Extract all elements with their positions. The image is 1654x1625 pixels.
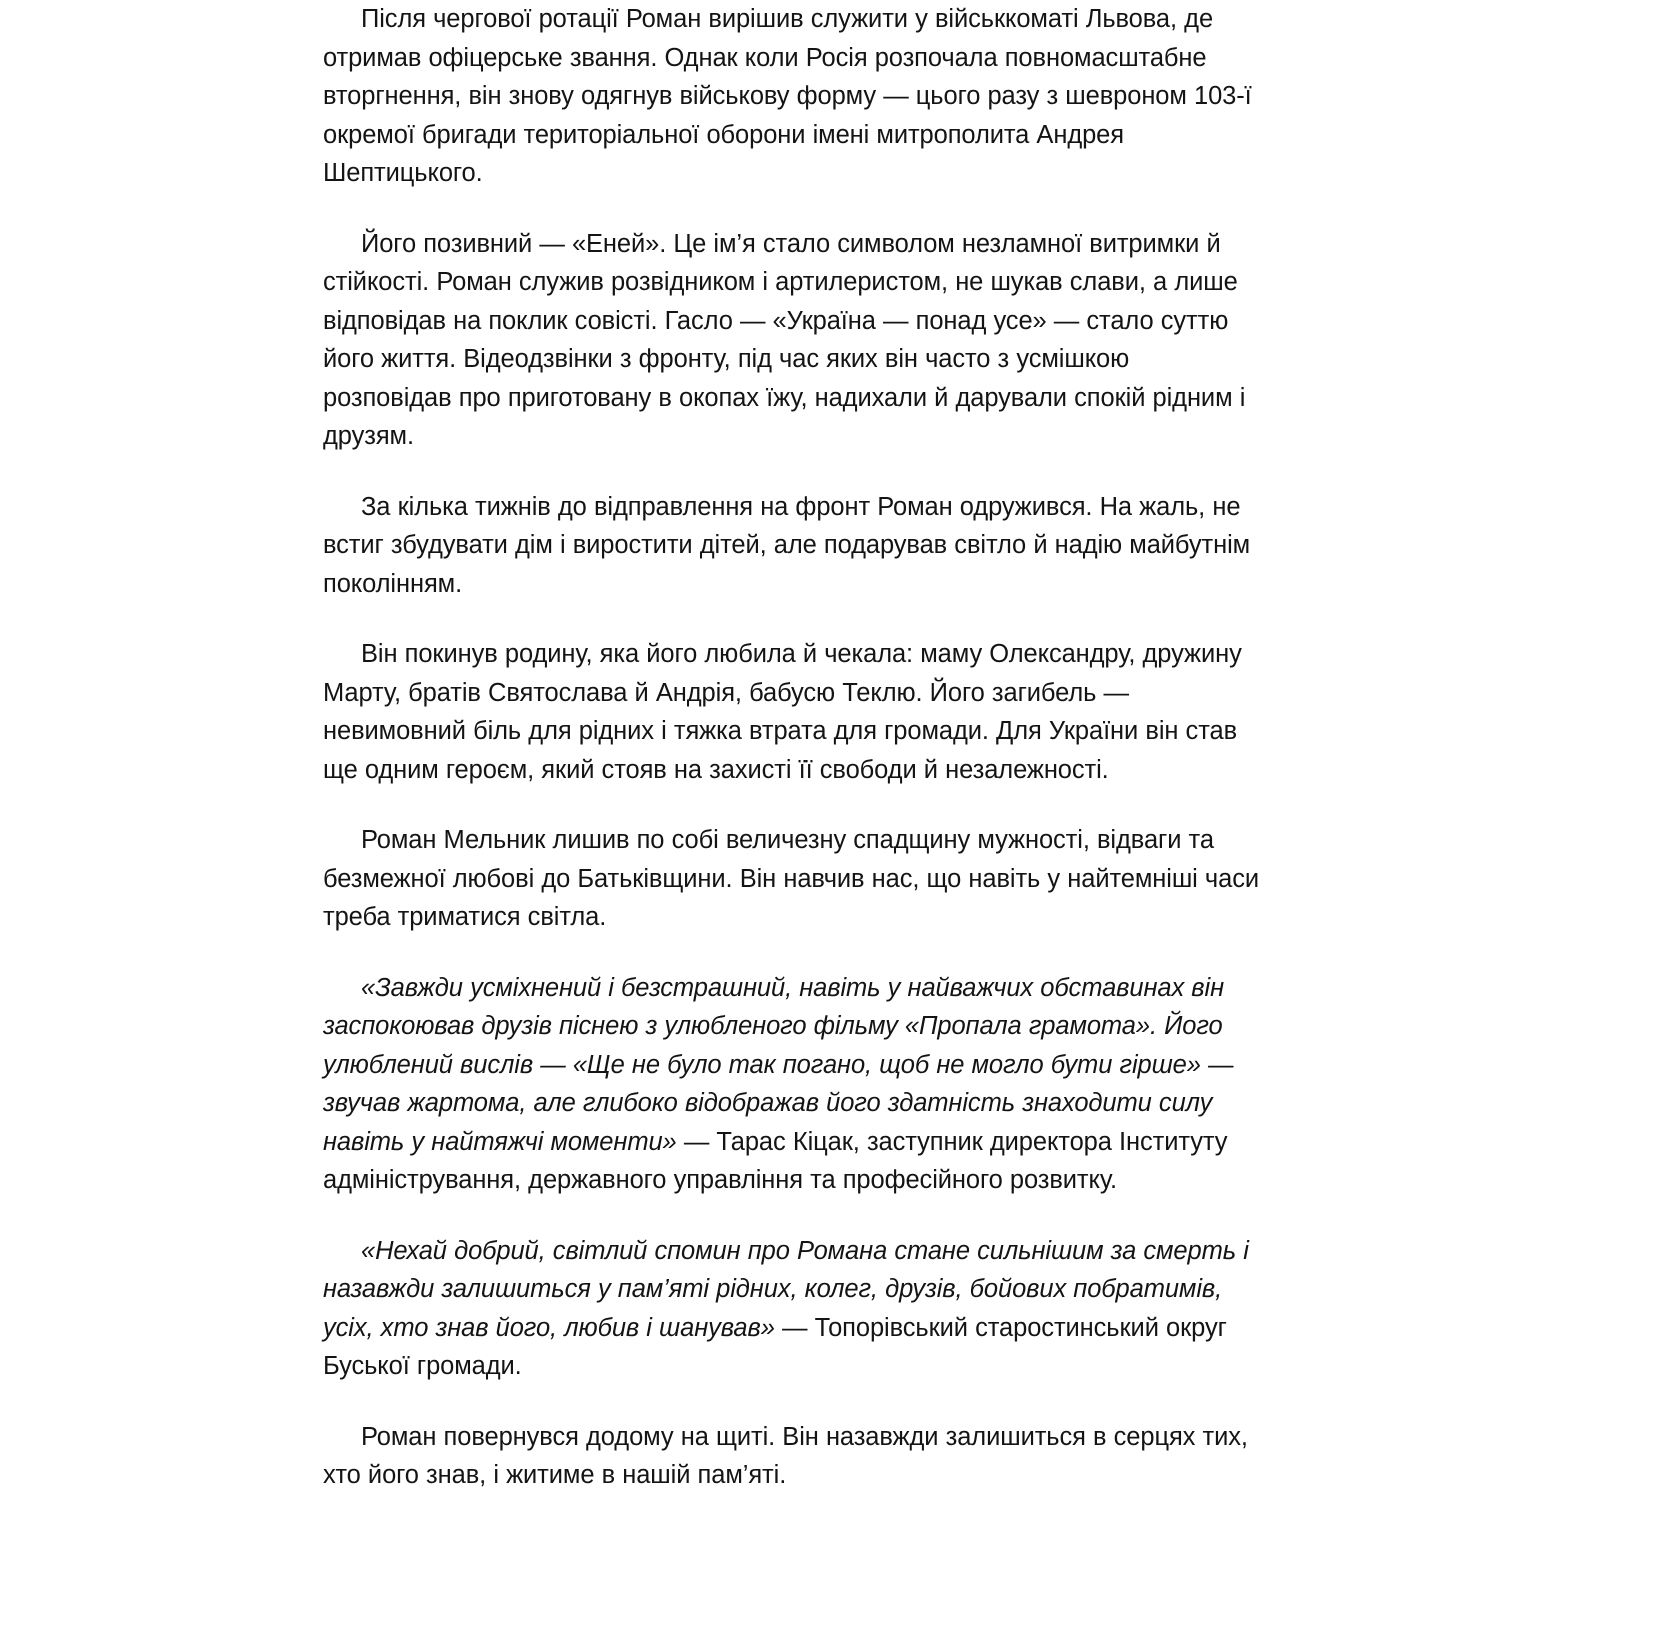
paragraph-4: Він покинув родину, яка його любила й чекала: маму Олександру, дружину Марту, братів Святослава й Андрія, бабусю Теклю. Його загибель — невимовний біль для рідних і тяжка втрата для громади. Для України він став ще одним героєм, який стояв на захисті її свободи й незалежності.	[323, 640, 1242, 784]
paragraph-1: Після чергової ротації Роман вирішив служити у військкоматі Львова, де отримав офіцерське звання. Однак коли Росія розпочала повномасштабне вторгнення, він знову одягнув військову форму — цього разу з шевроном 103-ї окремої бригади територіальної оборони імені митрополита Андрея Шептицького.	[323, 5, 1252, 187]
pull-quote-2-text: «Нехай добрий, світлий спомин про Романа стане сильнішим за смерть і назавжди залишиться у пам’яті рідних, колег, друзів, бойових побратимів, усіх, хто знав його, любив і шанував»	[323, 1236, 1249, 1342]
pull-quote-2-attribution: — Топорівський старостинський округ Буської громади.	[323, 1313, 1227, 1380]
pull-quote-1-text: «Завжди усміхнений і безстрашний, навіть у найважчих обставинах він заспокоював друзів піснею з улюбленого фільму «Пропала грамота». Його улюблений вислів — «Ще не було так погано, щоб не могло бути гірше» — звучав жартома, але глибоко відображав його здатність знаходити силу навіть у найтяжчі моменти»	[323, 973, 1234, 1156]
pull-quote-1-attribution: — Тарас Кіцак, заступник директора Інституту адміністрування, державного управління та професійного розвитку.	[323, 1127, 1228, 1194]
pull-quote-1	[323, 969, 1259, 1200]
paragraph-2: Його позивний — «Еней». Це ім’я стало символом незламної витримки й стійкості. Роман служив розвідником і артилеристом, не шукав слави, а лише відповідав на поклик совісті. Гасло — «Україна — понад усе» — стало суттю його життя. Відеодзвінки з фронту, під час яких він часто з усмішкою розповідав про приготовану в окопах їжу, надихали й дарували спокій рідним і друзям.	[323, 229, 1246, 450]
pull-quote-2	[323, 1232, 1259, 1386]
article-body	[323, 0, 1259, 1495]
paragraph-8: Роман повернувся додому на щиті. Він назавжди залишиться в серцях тих, хто його знав, і житиме в нашій пам’яті.	[323, 1422, 1248, 1489]
paragraph-5: Роман Мельник лишив по собі величезну спадщину мужності, відваги та безмежної любові до Батьківщини. Він навчив нас, що навіть у найтемніші часи треба триматися світла.	[323, 826, 1259, 931]
paragraph-3: За кілька тижнів до відправлення на фронт Роман одружився. На жаль, не встиг збудувати дім і виростити дітей, але подарував світло й надію майбутнім поколінням.	[323, 492, 1251, 598]
